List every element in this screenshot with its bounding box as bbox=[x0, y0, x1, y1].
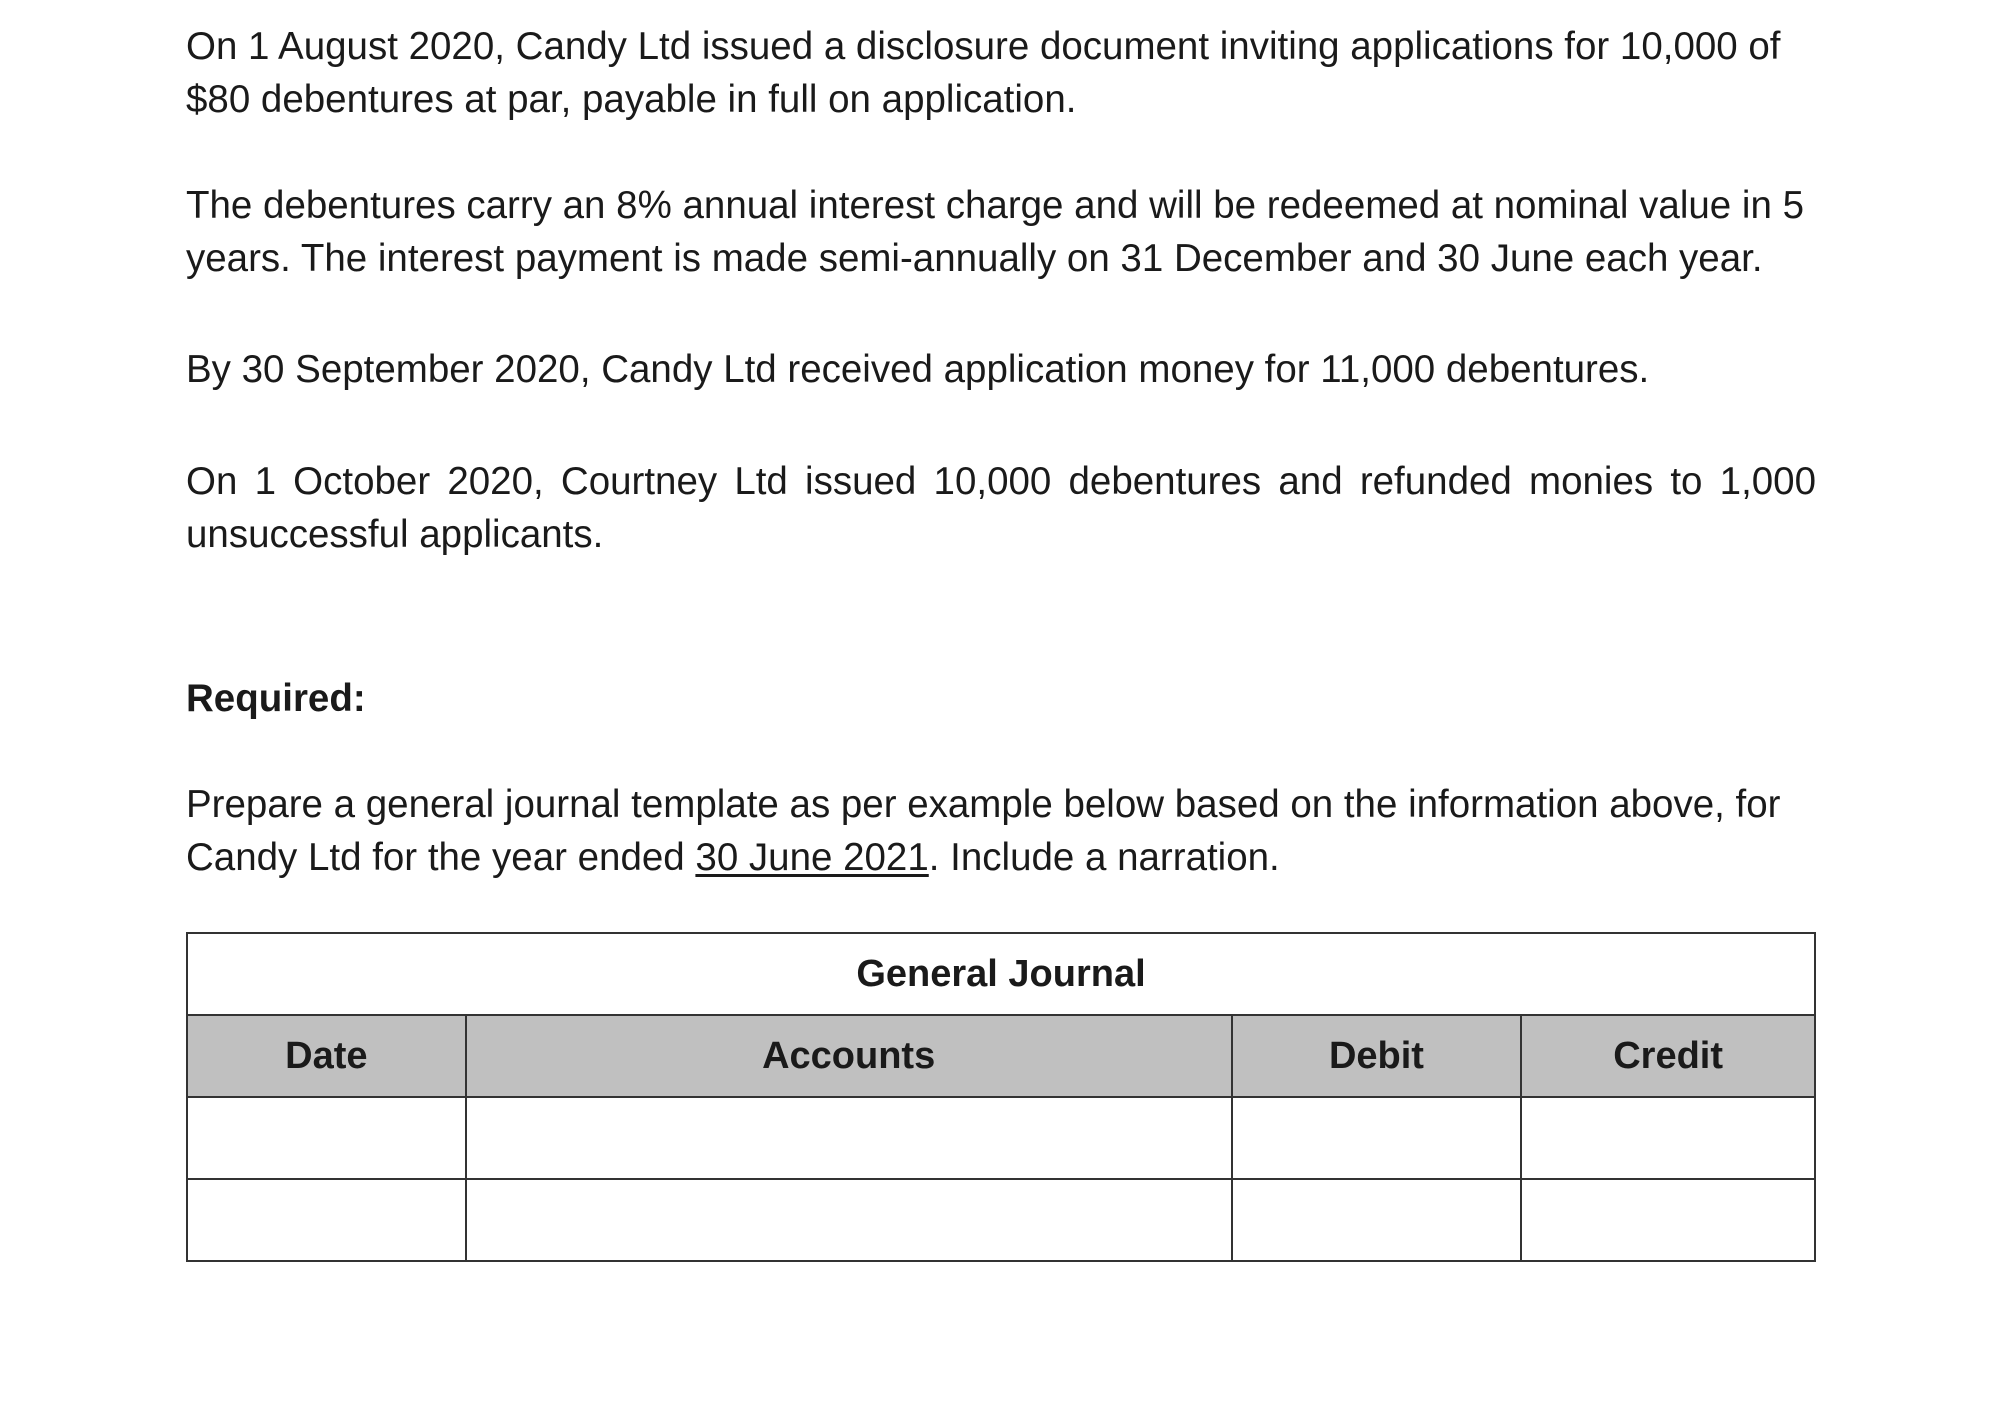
cell-accounts bbox=[466, 1179, 1232, 1261]
cell-debit bbox=[1232, 1097, 1522, 1179]
table-row bbox=[187, 1179, 1815, 1261]
column-header-credit: Credit bbox=[1521, 1015, 1815, 1097]
paragraph-applications: By 30 September 2020, Candy Ltd received application money for 11,000 debentures. bbox=[186, 348, 1650, 391]
table-row bbox=[187, 1097, 1815, 1179]
paragraph-allotment: On 1 October 2020, Courtney Ltd issued 10,000 debentures and refunded monies to 1,000 unsuccessful applicants. bbox=[186, 460, 1816, 556]
required-heading: Required: bbox=[186, 677, 366, 720]
paragraph-interest: The debentures carry an 8% annual interest charge and will be redeemed at nominal value in 5 years. The interest payment is made semi-annually on 31 December and 30 June each year. bbox=[186, 184, 1804, 280]
instruction-suffix: . Include a narration. bbox=[928, 836, 1280, 879]
cell-date bbox=[187, 1179, 466, 1261]
instruction-date-underlined: 30 June 2021 bbox=[695, 836, 929, 879]
column-header-accounts: Accounts bbox=[466, 1015, 1232, 1097]
cell-accounts bbox=[466, 1097, 1232, 1179]
cell-debit bbox=[1232, 1179, 1522, 1261]
journal-header-row bbox=[187, 1015, 1815, 1097]
journal-title: General Journal bbox=[187, 933, 1815, 1015]
column-header-date: Date bbox=[187, 1015, 466, 1097]
column-header-debit: Debit bbox=[1232, 1015, 1522, 1097]
general-journal-table bbox=[186, 932, 1816, 1262]
cell-date bbox=[187, 1097, 466, 1179]
instruction-text: Prepare a general journal template as per example below based on the information above, for Candy Ltd for the year ended bbox=[186, 783, 1781, 879]
instruction-paragraph bbox=[186, 778, 1816, 884]
journal-title-row bbox=[187, 933, 1815, 1015]
cell-credit bbox=[1521, 1097, 1815, 1179]
cell-credit bbox=[1521, 1179, 1815, 1261]
paragraph-issue: On 1 August 2020, Candy Ltd issued a disclosure document inviting applications for 10,000 of $80 debentures at par, payable in full on application. bbox=[186, 25, 1781, 121]
